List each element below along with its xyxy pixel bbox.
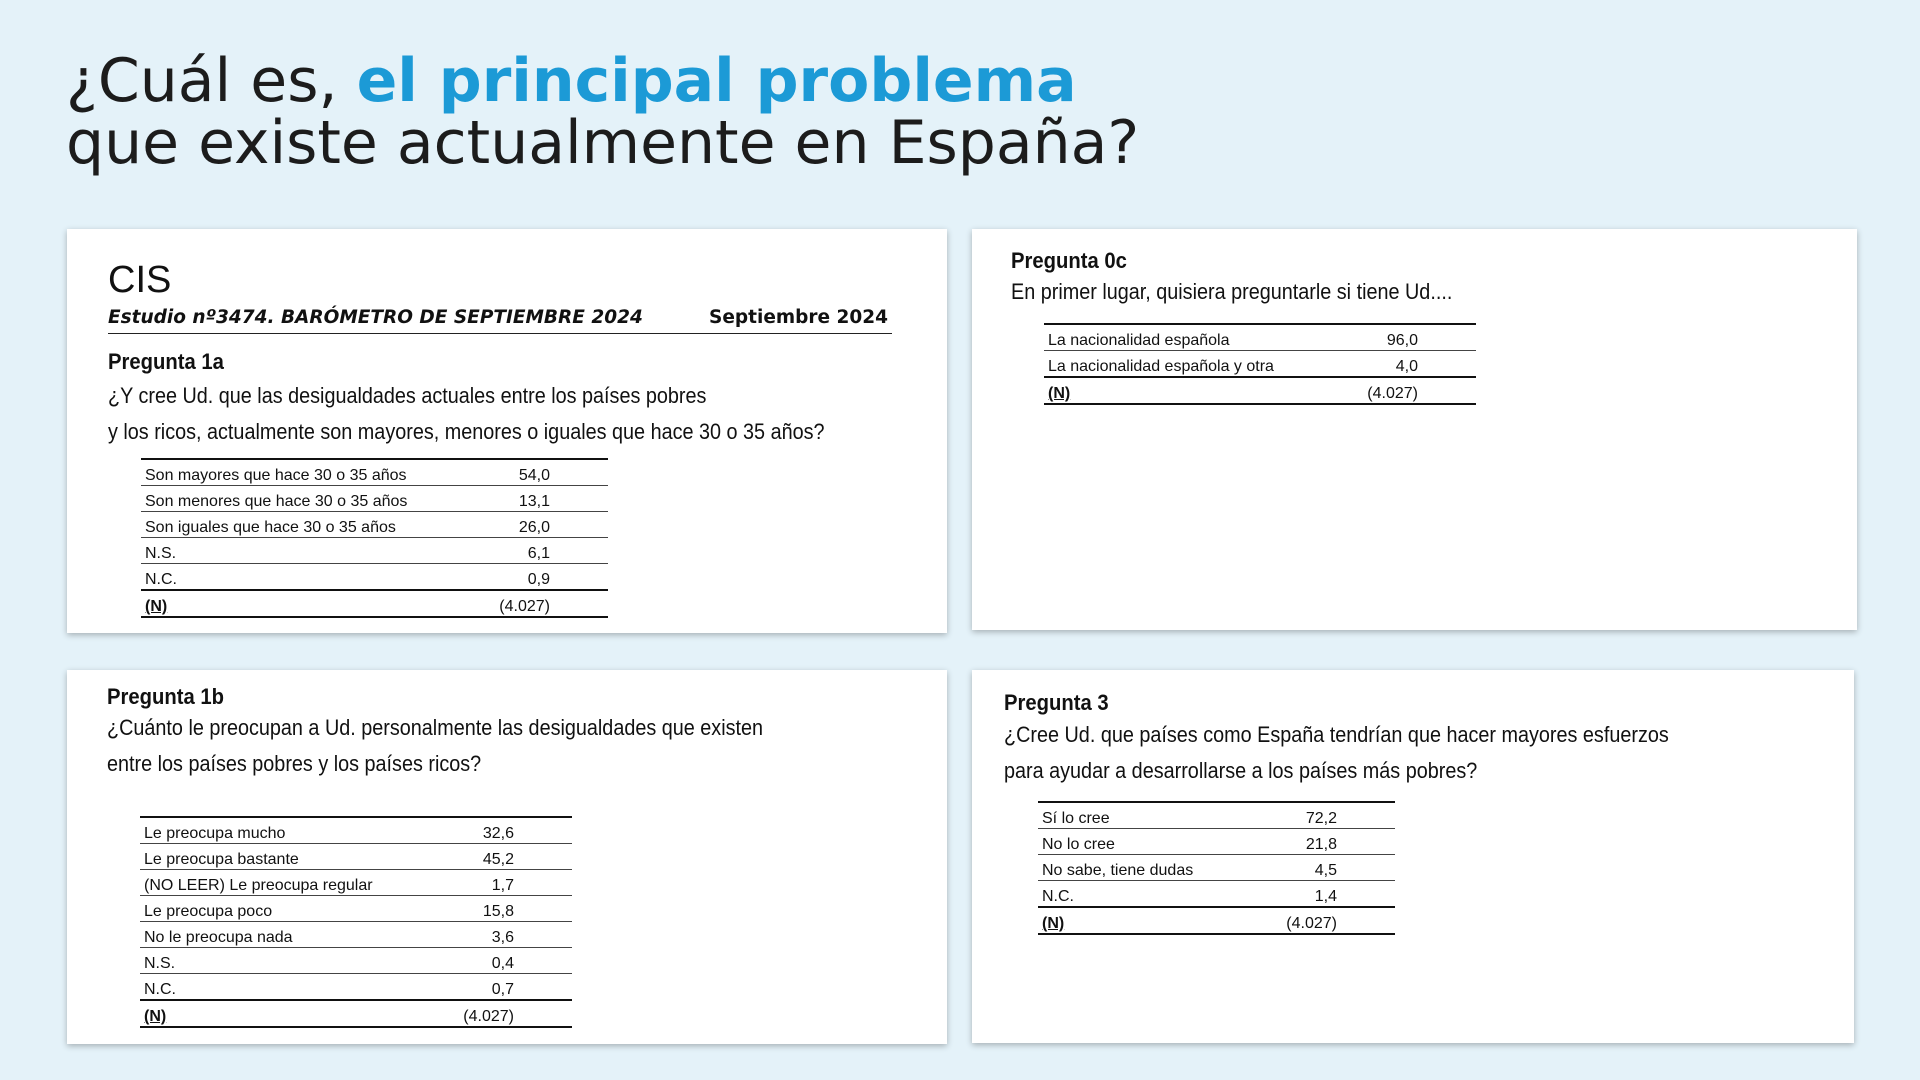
row-label: No sabe, tiene dudas bbox=[1038, 855, 1247, 881]
slide-title bbox=[66, 46, 1140, 178]
card-pregunta-0c bbox=[972, 229, 1857, 630]
question-line: y los ricos, actualmente son mayores, menores o iguales que hace 30 o 35 años? bbox=[108, 419, 825, 444]
question-text bbox=[107, 710, 763, 782]
table-row bbox=[141, 459, 608, 486]
results-table bbox=[141, 458, 608, 618]
row-value: 72,2 bbox=[1247, 802, 1395, 829]
row-label: Son mayores que hace 30 o 35 años bbox=[141, 459, 471, 486]
question-text bbox=[1011, 274, 1452, 310]
table-row bbox=[140, 922, 572, 948]
table-row bbox=[141, 512, 608, 538]
table-row bbox=[1038, 802, 1395, 829]
table-row bbox=[141, 590, 608, 617]
row-value: (4.027) bbox=[433, 1000, 572, 1027]
row-label: Le preocupa mucho bbox=[140, 817, 433, 844]
row-label: Le preocupa poco bbox=[140, 896, 433, 922]
row-value: 13,1 bbox=[471, 486, 608, 512]
row-value: (4.027) bbox=[471, 590, 608, 617]
table-row bbox=[140, 896, 572, 922]
table-row bbox=[140, 1000, 572, 1027]
table-row bbox=[141, 486, 608, 512]
results-table bbox=[1044, 323, 1476, 405]
results-table bbox=[1038, 801, 1395, 935]
row-label: N.C. bbox=[141, 564, 471, 591]
question-line: ¿Cuánto le preocupan a Ud. personalmente las desigualdades que existen bbox=[107, 715, 764, 740]
row-label: Son menores que hace 30 o 35 años bbox=[141, 486, 471, 512]
row-value: 32,6 bbox=[433, 817, 572, 844]
row-label: N.S. bbox=[141, 538, 471, 564]
question-title: Pregunta 3 bbox=[1004, 690, 1109, 715]
results-table bbox=[140, 816, 572, 1028]
row-label: (N) bbox=[141, 590, 471, 617]
row-value: 54,0 bbox=[471, 459, 608, 486]
question-title: Pregunta 1b bbox=[107, 684, 224, 709]
row-value: 96,0 bbox=[1336, 324, 1476, 351]
row-value: 1,4 bbox=[1247, 881, 1395, 908]
row-label: La nacionalidad española bbox=[1044, 324, 1336, 351]
question-text bbox=[1004, 717, 1669, 789]
row-label: (N) bbox=[140, 1000, 433, 1027]
card-pregunta-1b bbox=[67, 670, 947, 1044]
question-line: entre los países pobres y los países ricos? bbox=[107, 751, 482, 776]
row-label: No le preocupa nada bbox=[140, 922, 433, 948]
question-title: Pregunta 1a bbox=[108, 349, 224, 374]
table-row bbox=[1038, 855, 1395, 881]
row-value: 4,5 bbox=[1247, 855, 1395, 881]
row-value: (4.027) bbox=[1336, 377, 1476, 404]
table-row bbox=[140, 844, 572, 870]
table-row bbox=[1038, 881, 1395, 908]
table-row bbox=[140, 974, 572, 1001]
row-label: No lo cree bbox=[1038, 829, 1247, 855]
table-row bbox=[1044, 324, 1476, 351]
table-row bbox=[141, 538, 608, 564]
row-label: N.S. bbox=[140, 948, 433, 974]
question-line: En primer lugar, quisiera preguntarle si tiene Ud.... bbox=[1011, 279, 1453, 304]
table-row bbox=[140, 870, 572, 896]
table-row bbox=[1044, 377, 1476, 404]
table-row bbox=[1044, 351, 1476, 378]
title-line-1 bbox=[66, 46, 1139, 116]
row-label: N.C. bbox=[140, 974, 433, 1001]
question-text bbox=[108, 378, 825, 450]
row-label: (N) bbox=[1044, 377, 1336, 404]
row-label: Sí lo cree bbox=[1038, 802, 1247, 829]
table-row bbox=[140, 817, 572, 844]
row-value: 21,8 bbox=[1247, 829, 1395, 855]
row-label: N.C. bbox=[1038, 881, 1247, 908]
row-label: Son iguales que hace 30 o 35 años bbox=[141, 512, 471, 538]
study-name: Estudio nº3474. BARÓMETRO DE SEPTIEMBRE 2024 bbox=[108, 307, 643, 328]
card-pregunta-3 bbox=[972, 670, 1854, 1043]
question-title: Pregunta 0c bbox=[1011, 248, 1127, 273]
question-line: ¿Cree Ud. que países como España tendrían que hacer mayores esfuerzos bbox=[1004, 722, 1669, 747]
table-row bbox=[1038, 829, 1395, 855]
row-value: 0,9 bbox=[471, 564, 608, 591]
table-row bbox=[141, 564, 608, 591]
study-header bbox=[108, 305, 892, 334]
row-value: 45,2 bbox=[433, 844, 572, 870]
row-value: 6,1 bbox=[471, 538, 608, 564]
title-line-2: que existe actualmente en España? bbox=[66, 108, 1140, 178]
cis-logo: CIS bbox=[108, 259, 172, 301]
row-label: La nacionalidad española y otra bbox=[1044, 351, 1336, 378]
row-label: (NO LEER) Le preocupa regular bbox=[140, 870, 433, 896]
question-line: para ayudar a desarrollarse a los países más pobres? bbox=[1004, 758, 1478, 783]
table-row bbox=[140, 948, 572, 974]
table-row bbox=[1038, 907, 1395, 934]
row-value: 3,6 bbox=[433, 922, 572, 948]
row-value: 4,0 bbox=[1336, 351, 1476, 378]
row-value: 1,7 bbox=[433, 870, 572, 896]
title-prefix: ¿Cuál es, bbox=[66, 46, 357, 116]
row-label: Le preocupa bastante bbox=[140, 844, 433, 870]
card-pregunta-1a bbox=[67, 229, 947, 633]
row-value: 0,4 bbox=[433, 948, 572, 974]
row-value: (4.027) bbox=[1247, 907, 1395, 934]
row-label: (N) bbox=[1038, 907, 1247, 934]
question-line: ¿Y cree Ud. que las desigualdades actuales entre los países pobres bbox=[108, 383, 707, 408]
title-highlight: el principal problema bbox=[356, 46, 1077, 116]
row-value: 26,0 bbox=[471, 512, 608, 538]
study-date: Septiembre 2024 bbox=[709, 307, 888, 328]
row-value: 15,8 bbox=[433, 896, 572, 922]
row-value: 0,7 bbox=[433, 974, 572, 1001]
